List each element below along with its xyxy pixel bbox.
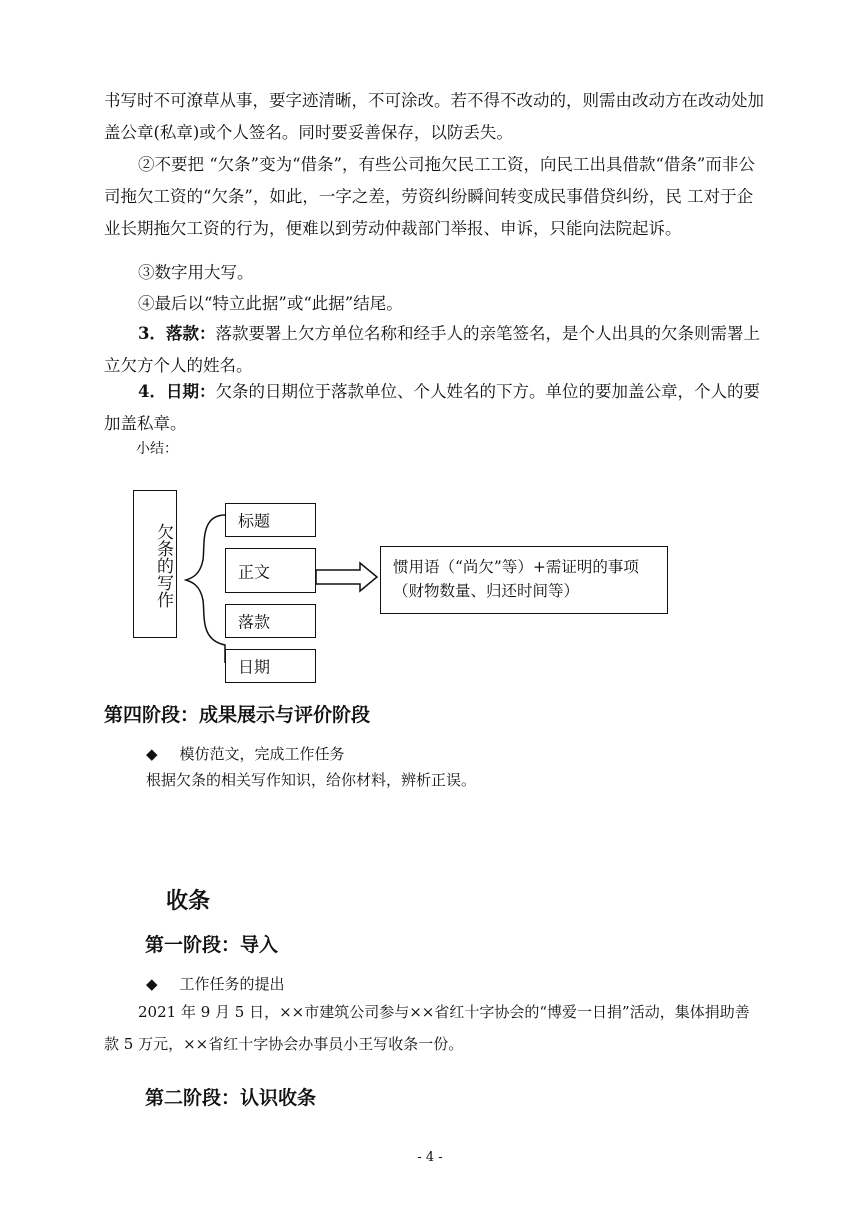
date-label: 4．日期： [138, 382, 216, 401]
shoutiao-stage-1-heading: 第一阶段：导入 [145, 934, 279, 956]
summary-label: 小结： [136, 441, 178, 457]
signature-text: 落款要署上欠方单位名称和经手人的亲笔签名，是个人出具的欠条则需署上立欠方个人的姓名。 [104, 324, 760, 375]
shoutiao-title: 收条 [166, 888, 211, 914]
diagram-item-title: 标题 [225, 503, 316, 537]
diagram-item-body: 正文 [225, 548, 316, 593]
paragraph-writing-rules: 书写时不可潦草从事，要字迹清晰，不可涂改。若不得不改动的，则需由改动方在改动处加盖公章(私章)或个人签名。同时要妥善保存，以防丢失。 [104, 91, 764, 142]
shoutiao-task-paragraph: 2021 年 9 月 5 日，××市建筑公司参与××省红十字协会的“博爱一日捐”活动，集体捐助善款 5 万元，××省红十字协会办事员小王写收条一份。 [104, 1003, 750, 1053]
paragraph-ending: ④最后以“特立此据”或“此据”结尾。 [138, 294, 403, 313]
paragraph-jietiao-warning: ②不要把 “欠条”变为“借条”，有些公司拖欠民工工资，向民工出具借款“借条”而非公司拖欠工资的“欠条”，如此，一字之差，劳资纠纷瞬间转变成民事借贷纠纷，民 工对于企业长期拖欠工资的行为，便难以到劳动仲裁部门举报、申诉，只能向法院起诉。 [104, 155, 755, 238]
diagram-arrow [316, 563, 377, 591]
section-4-bullet-text: 模仿范文，完成工作任务 [179, 745, 345, 763]
signature-label: 3．落款： [138, 324, 216, 343]
diamond-bullet-icon: ◆ [146, 745, 158, 763]
diagram-brace [186, 515, 225, 663]
section-4-line: 根据欠条的相关写作知识，给你材料，辨析正误。 [146, 771, 477, 789]
section-4-heading: 第四阶段：成果展示与评价阶段 [104, 704, 371, 726]
shoutiao-bullet-text: 工作任务的提出 [179, 975, 285, 993]
paragraph-capital-numbers: ③数字用大写。 [138, 263, 254, 282]
diamond-bullet-icon: ◆ [146, 975, 158, 993]
page-number: - 4 - [417, 1150, 443, 1165]
date-text: 欠条的日期位于落款单位、个人姓名的下方。单位的要加盖公章，个人的要加盖私章。 [104, 382, 760, 433]
diagram-detail-text: 惯用语（“尚欠”等）+需证明的事项（财物数量、归还时间等） [393, 558, 639, 600]
diagram-root-label: 欠条的写作 [153, 522, 173, 608]
shoutiao-stage-2-heading: 第二阶段：认识收条 [145, 1087, 317, 1109]
diagram-item-signature: 落款 [225, 604, 316, 638]
diagram-item-date: 日期 [225, 649, 316, 683]
diagram-detail-box [380, 546, 668, 614]
